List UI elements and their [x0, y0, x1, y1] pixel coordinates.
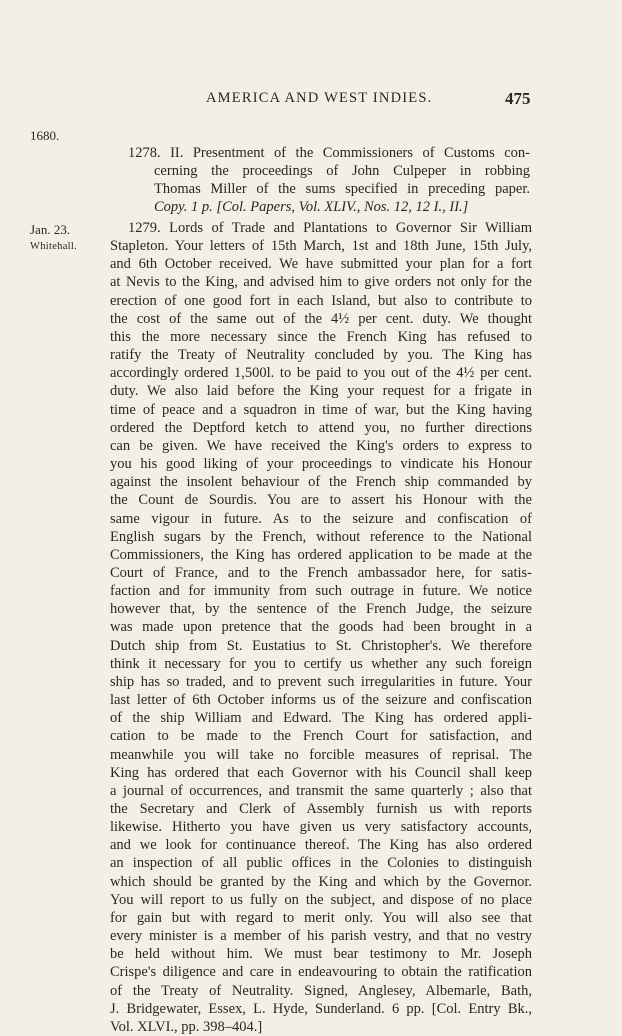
entry-line: You will report to us fully on the subject, and dispose of no place [110, 891, 532, 908]
entry-line: Commissioners, the King has ordered application to be made at the [110, 546, 532, 563]
entry-line: J. Bridgewater, Essex, L. Hyde, Sunderland. 6 pp. [Col. Entry Bk., [110, 1000, 532, 1017]
entry-line: accordingly ordered 1,500l. to be paid to you out of the 4½ per cent. [110, 365, 532, 382]
entry-line: Dutch ship from St. Eustatius to St. Christopher's. We therefore [110, 637, 532, 654]
entry-line: for gain but with regard to merit only. You will also see that [110, 909, 532, 926]
margin-year: 1680. [30, 128, 60, 143]
entry-line: of the ship William and Edward. The King has ordered appli- [110, 710, 532, 727]
entry-line: cation to be made to the French Court for satisfaction, and [110, 728, 532, 745]
entry-line: English sugars by the French, without reference to the National [110, 528, 532, 545]
entry-line: Crispe's diligence and care in endeavouring to obtain the ratification [110, 964, 532, 981]
entry-line: Copy. 1 p. [Col. Papers, Vol. XLIV., Nos. 12, 12 I., II.] [154, 199, 469, 216]
entry-line: the cost of the same out of the 4½ per cent. duty. We thought [110, 310, 532, 327]
entry-line: likewise. Hitherto you have given us very satisfactory accounts, [110, 819, 532, 836]
entry-line: you his good liking of your proceedings to vindicate his Honour [110, 456, 532, 473]
entry-line: last letter of 6th October informs us of the seizure and confiscation [110, 692, 532, 709]
entry-line: same vigour in future. As to the seizure and confiscation of [110, 510, 532, 527]
entry-line: 1279. Lords of Trade and Plantations to Governor Sir William [128, 220, 532, 236]
entry-line: Stapleton. Your letters of 15th March, 1st and 18th June, 15th July, [110, 238, 532, 255]
entry-line: an inspection of all public offices in the Colonies to distinguish [110, 855, 532, 872]
entry-1279 [110, 219, 532, 1036]
entry-line: can be given. We have received the King's orders to express to [110, 437, 532, 454]
page-number: 475 [505, 89, 531, 108]
entry-line: a journal of occurrences, and transmit the same quarterly ; also that [110, 782, 532, 799]
entry-line: time of peace and a squadron in time of war, but the King having [110, 401, 532, 418]
entry-1278 [128, 144, 530, 217]
entry-line: Court of France, and to the French ambassador here, for satis- [110, 564, 532, 581]
entry-line: Thomas Miller of the sums specified in preceding paper. [154, 181, 530, 198]
entry-line: 1278. II. Presentment of the Commissioners of Customs con- [128, 145, 530, 161]
entry-line: and 6th October received. We have submitted your plan for a fort [110, 256, 532, 273]
entry-line: ordered the Deptford ketch to attend you, no further directions [110, 419, 532, 436]
entry-line: King has ordered that each Governor with his Council shall keep [110, 764, 532, 781]
entry-line: meanwhile you will take no forcible measures of reprisal. The [110, 746, 532, 763]
entry-line: cerning the proceedings of John Culpeper in robbing [154, 163, 530, 180]
entry-line: this the more necessary since the French King has refused to [110, 328, 532, 345]
margin-date: Jan. 23. [30, 222, 71, 237]
entry-line: duty. We also laid before the King your request for a frigate in [110, 383, 532, 400]
margin-date-place [30, 221, 110, 255]
entry-line: be held without him. We must bear testimony to Mr. Joseph [110, 946, 532, 963]
entry-line: ship has so traded, and to prevent such irregularities in future. Your [110, 673, 532, 690]
entry-line: however that, by the sentence of the French Judge, the seizure [110, 601, 532, 618]
entry-line: ratify the Treaty of Neutrality concluded by you. The King has [110, 347, 532, 364]
running-title: AMERICA AND WEST INDIES. [206, 90, 433, 106]
entry-line: every minister is a member of his parish vestry, and that no vestry [110, 928, 532, 945]
running-header [0, 90, 622, 112]
entry-line: against the insolent behaviour of the French ship commanded by [110, 474, 532, 491]
entry-line: was made upon pretence that the goods had been brought in a [110, 619, 532, 636]
entry-line: the Count de Sourdis. You are to assert his Honour with the [110, 492, 532, 509]
entry-line: of the Treaty of Neutrality. Signed, Anglesey, Albemarle, Bath, [110, 982, 532, 999]
entry-line: erection of one good fort in each Island, but also to contribute to [110, 292, 532, 309]
margin-place: Whitehall. [30, 241, 78, 252]
entry-line: think it necessary for you to certify us whether any such foreign [110, 655, 532, 672]
entry-line: the Secretary and Clerk of Assembly furnish us with reports [110, 801, 532, 817]
entry-line: at Nevis to the King, and advised him to give orders not only for the [110, 274, 532, 291]
entry-line: which should be granted by the King and which by the Governor. [110, 873, 532, 890]
entry-line: Vol. XLVI., pp. 398–404.] [110, 1018, 263, 1035]
entry-line: and we look for continuance thereof. The King has also ordered [110, 837, 532, 854]
entry-line: faction and for immunity from such outrage in future. We notice [110, 583, 532, 600]
